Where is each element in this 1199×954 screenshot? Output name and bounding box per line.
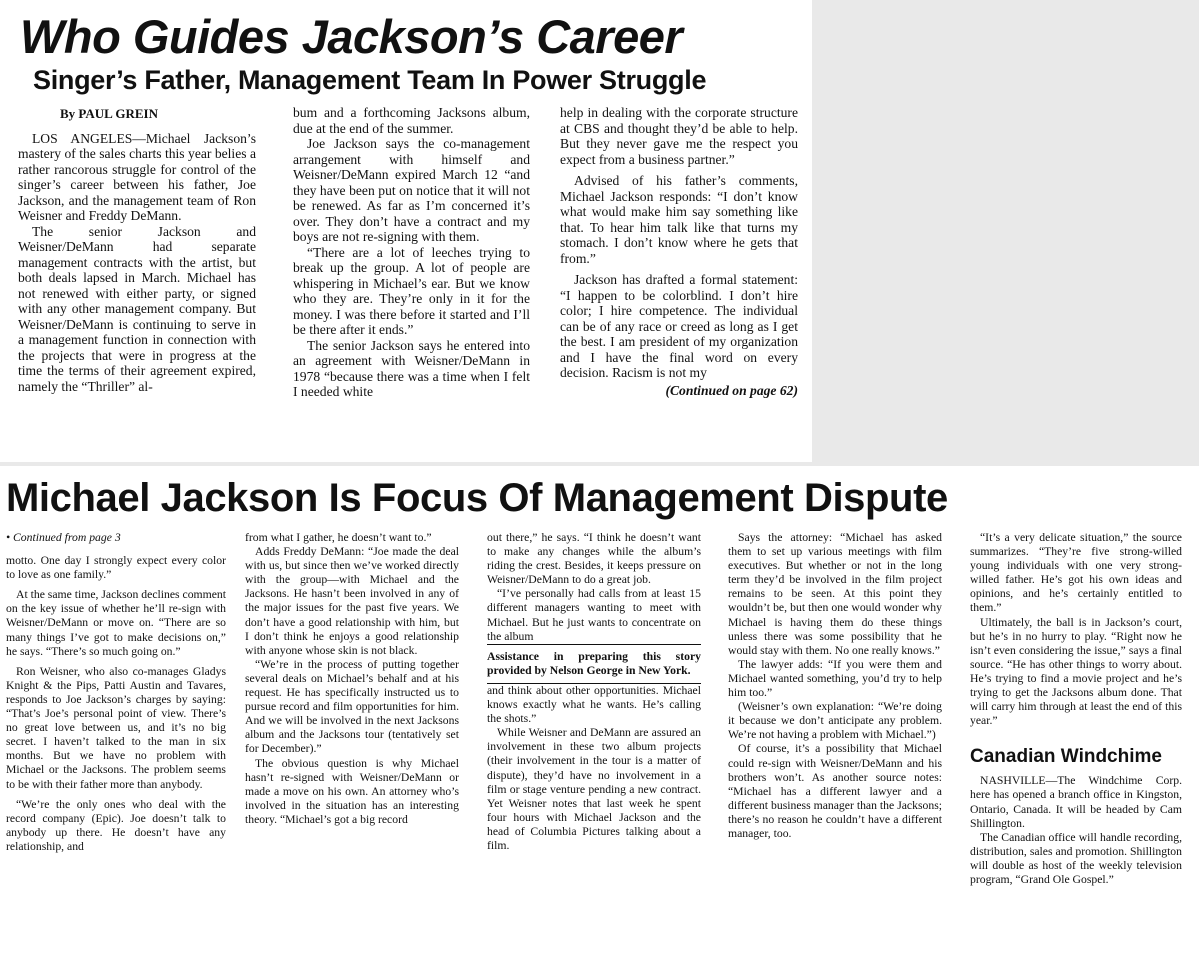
continued-from-link[interactable]: • Continued from page 3	[6, 531, 121, 544]
paragraph: from what I gather, he doesn’t want to.”	[245, 531, 432, 544]
bottom-column-5	[970, 531, 1182, 887]
top-article	[0, 0, 812, 462]
paragraph: At the same time, Jackson declines comment on the key issue of whether he’ll re-sign with Weisner/DeMann or move on. “There are so many things I’ve got to make decisions on,” he says. “There’s so much going on.”	[6, 588, 226, 658]
windchime-headline: Canadian Windchime	[970, 746, 1162, 768]
paragraph: and think about other opportunities. Michael knows exactly what he wants. He’s calling the shots.”	[487, 683, 701, 726]
top-column-2	[293, 105, 530, 400]
paragraph: NASHVILLE—The Windchime Corp. here has opened a branch office in Kingston, Ontario, Canada. It will be headed by Cam Shillington.	[970, 774, 1182, 830]
continued-on-link[interactable]: (Continued on page 62)	[665, 382, 798, 398]
paragraph: bum and a forthcoming Jacksons album, due at the end of the summer.	[293, 105, 530, 136]
paragraph: The senior Jackson and Weisner/DeMann had separate management contracts with the artist, but both deals lapsed in March. Michael has not renewed with either party, or signed with any other management company. But Weisner/DeMann is continuing to serve in a management function in connection with the projects that were in progress at the time the terms of their agreement expired, namely the “Thriller” al-	[18, 223, 256, 394]
paragraph: The Canadian office will handle recording, distribution, sales and promotion. Shillington will double as host of the weekly television program, “Grand Ole Gospel.”	[970, 830, 1182, 886]
paragraph: While Weisner and DeMann are assured an involvement in these two album projects (their involvement in the tour is a matter of dispute), they’d have no involvement in a film or stage venture pending a new contract. Yet Weisner notes that last week he spent four hours with Michael Jackson and the head of Columbia Pictures talking about a film.	[487, 726, 701, 852]
bottom-column-4	[728, 531, 942, 841]
paragraph: Ron Weisner, who also co-manages Gladys Knight & the Pips, Patti Austin and Tavares, responds to Joe Jackson’s charges by saying: “That’s Joe’s personal point of view. There’s no great love between us, and it’s no big secret. I haven’t talked to the man in six months. But we have no problem with Michael or the Jacksons. The problem seems to be with their father more than anybody.	[6, 664, 226, 791]
paragraph: “We’re in the process of putting together several deals on Michael’s behalf and at his request. He has specifically instructed us to pursue record and film opportunities for him. And we will be involved in the next Jacksons album and the Jacksons tour (tentatively set for December).”	[245, 657, 459, 756]
paragraph: Of course, it’s a possibility that Michael could re-sign with Weisner/DeMann and his brothers won’t. As another source notes: “Michael has a different lawyer and a different business manager than the Jacksons; there’s no reason he couldn’t have a different manager, too.	[728, 742, 942, 840]
byline: By PAUL GREIN	[60, 106, 158, 121]
paragraph: “It’s a very delicate situation,” the source summarizes. “They’re five strong-willed young individuals with one very strong-willed father. He’s got his own ideas and opinions, and he’s certainly entitled to them.”	[970, 531, 1182, 615]
bottom-column-3	[487, 531, 701, 853]
paragraph: “I’ve personally had calls from at least 15 different managers wanting to meet with Michael. But he just wants to concentrate on the album	[487, 587, 701, 643]
assistance-credit-box: Assistance in preparing this story provided by Nelson George in New York.	[487, 644, 701, 684]
paragraph: “There are a lot of leeches trying to break up the group. A lot of people are whispering in Michael’s ear. But we know who they are. They’re only in it for the money. I was there before it started and I’ll be there after it ends.”	[293, 244, 530, 337]
paragraph: Jackson has drafted a formal statement: “I happen to be colorblind. I don’t hire color; I hire competence. The individual can be of any race or creed as long as I get the best. I am president of my organization and I have the final word on every decision. Racism is not my	[560, 272, 798, 380]
paragraph: “We’re the only ones who deal with the record company (Epic). Joe doesn’t talk to anybody up there. He doesn’t have any relationship, and	[6, 797, 226, 853]
top-headline: Who Guides Jackson’s Career	[20, 10, 683, 63]
paragraph: Advised of his father’s comments, Michael Jackson responds: “I don’t know what would make him say something like that. To hear him talk like that turns my stomach. I don’t know where he gets that from.”	[560, 173, 798, 266]
paragraph: The lawyer adds: “If you were them and Michael wanted something, you’d try to help him too.”	[728, 657, 942, 700]
top-column-3	[560, 105, 798, 398]
paragraph: The obvious question is why Michael hasn’t re-signed with Weisner/DeMann or made a move on his own. An attorney who’s involved in the situation has an interesting theory. “Michael’s got a big record	[245, 756, 459, 826]
bottom-column-1	[6, 531, 226, 854]
paragraph: Joe Jackson says the co-management arrangement with himself and Weisner/DeMann expired March 12 “and they have been put on notice that it will not be renewed. As far as I’m concerned it’s over. They don’t have a contract and my boys are not re-signing with them.	[293, 136, 530, 244]
paragraph: motto. One day I strongly expect every color to love as one family.”	[6, 554, 226, 582]
paragraph: Ultimately, the ball is in Jackson’s court, but he’s in no hurry to play. “Right now he isn’t even considering the issue,” says a final source. “He has other things to worry about. He’s trying to find a movie project and he’s trying to get the Jacksons album done. That will carry him through at least the end of this year.”	[970, 615, 1182, 728]
paragraph: help in dealing with the corporate structure at CBS and thought they’d be able to help. But they never gave me the respect you expect from a business partner.”	[560, 105, 798, 167]
paragraph: Adds Freddy DeMann: “Joe made the deal with us, but since then we’ve worked directly with the group—with Michael and the Jacksons. He hasn’t been involved in any of the major issues for the past five years. We don’t have a good relationship with him, but I don’t think he enjoys a good relationship with anyone whose skin is not black.	[245, 545, 459, 657]
paragraph: LOS ANGELES—Michael Jackson’s mastery of the sales charts this year belies a rather rancorous struggle for control of the singer’s career between his father, Joe Jackson, and the management team of Ron Weisner and Freddy DeMann.	[18, 130, 256, 223]
bottom-headline: Michael Jackson Is Focus Of Management Dispute	[6, 476, 948, 520]
bottom-column-2	[245, 531, 459, 827]
top-subhead: Singer’s Father, Management Team In Power Struggle	[33, 65, 707, 95]
top-column-1	[18, 106, 256, 394]
paragraph: (Weisner’s own explanation: “We’re doing it because we don’t anticipate any problem. We’re not having a problem with Michael.”)	[728, 700, 942, 742]
bottom-article	[0, 466, 1199, 954]
paragraph: The senior Jackson says he entered into an agreement with Weisner/DeMann in 1978 “because there was a time when I felt I needed white	[293, 337, 530, 399]
paragraph: out there,” he says. “I think he doesn’t want to make any changes while the album’s riding the crest. Besides, it keeps pressure on Weisner/DeMann to do a great job.	[487, 531, 701, 587]
paragraph: Says the attorney: “Michael has asked them to set up various meetings with film executives. But whether or not in the long term they’d be involved in the film project remains to be seen. At this point they wouldn’t be, but then one would wonder why Michael is having them do these things unless there was some possibility that he would stay with them. No one really knows.”	[728, 531, 942, 657]
